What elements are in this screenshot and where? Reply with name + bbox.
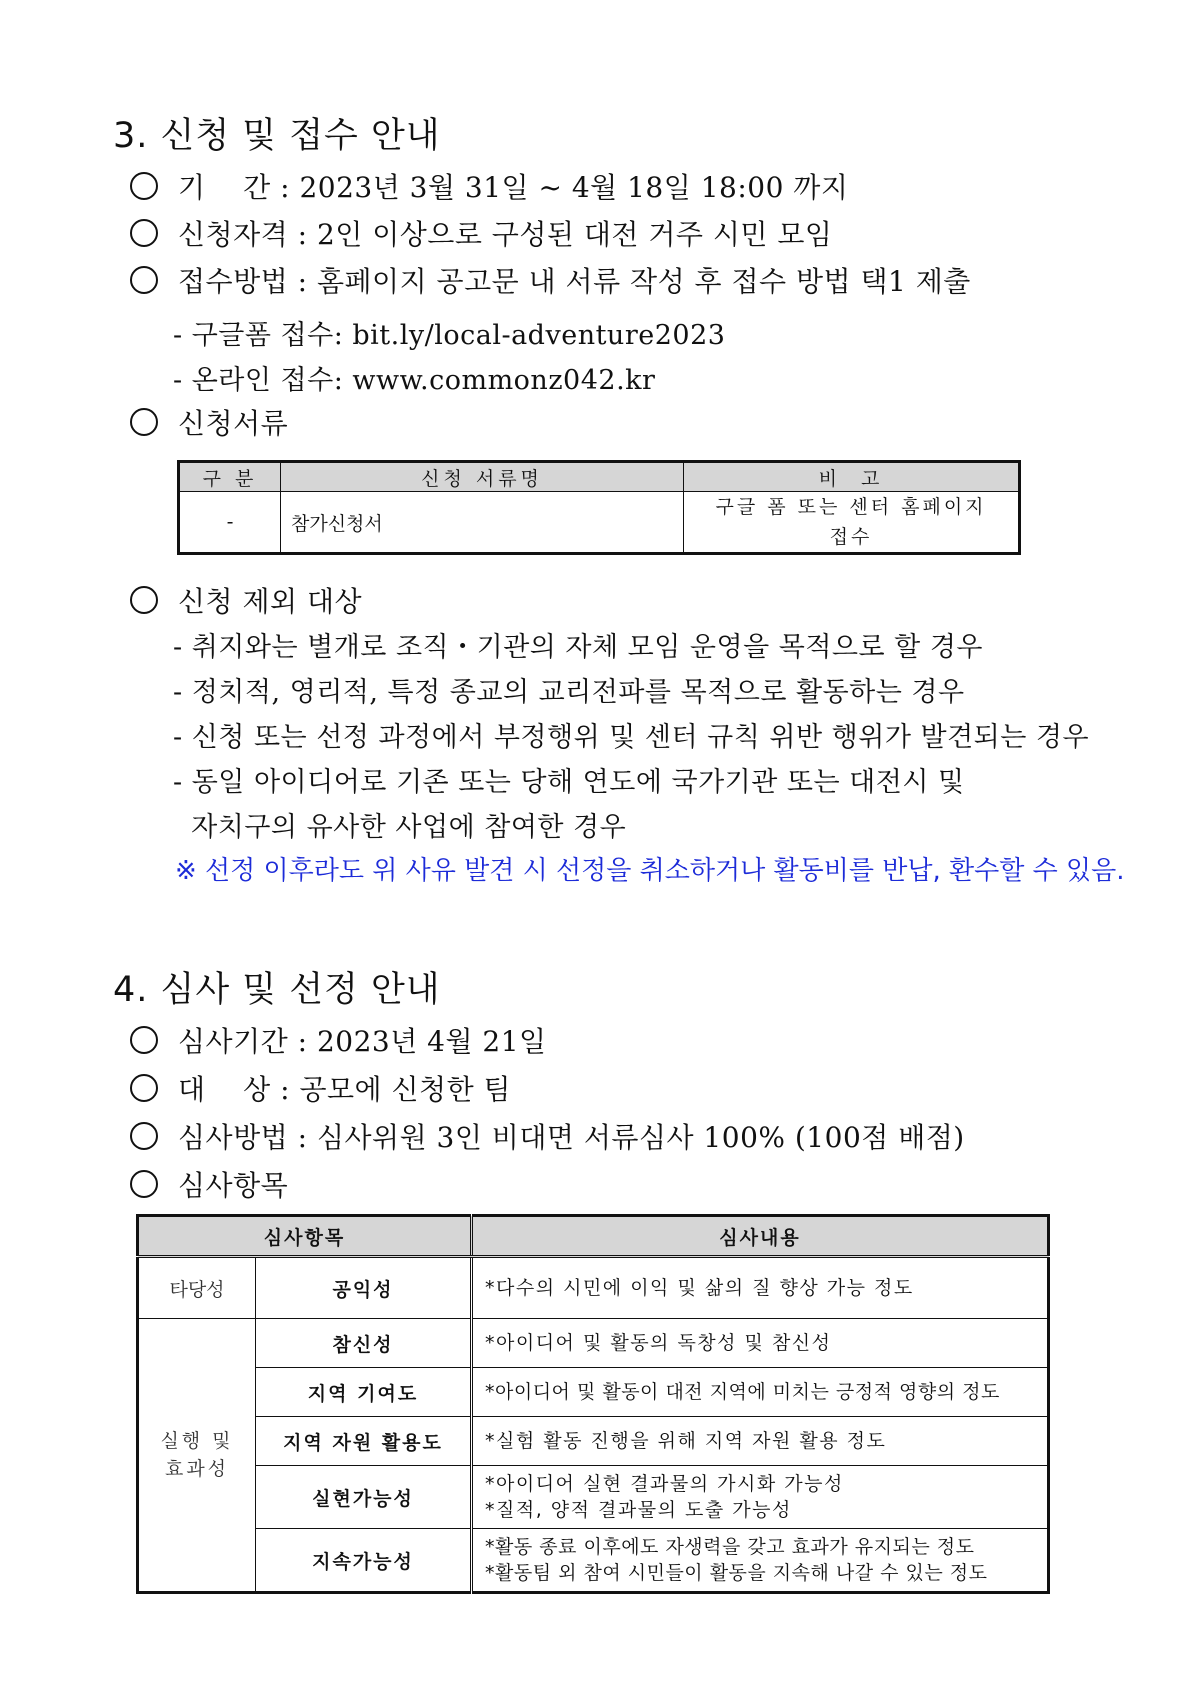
review-period-label: 심사기간: [178, 1025, 289, 1058]
desc-cell: *아이디어 및 활동의 독창성 및 참신성: [472, 1319, 1049, 1368]
table-header: 심사항목: [138, 1216, 472, 1257]
item-cell: 지속가능성: [256, 1529, 472, 1593]
exclusion-item: - 신청 또는 선정 과정에서 부정행위 및 센터 규칙 위반 행위가 발견되는 경우: [173, 722, 1090, 753]
table-header: 심사내용: [472, 1216, 1049, 1257]
circle-bullet-icon: [130, 266, 158, 294]
exclusion-item: - 취지와는 별개로 조직・기관의 자체 모임 운영을 목적으로 할 경우: [173, 632, 983, 663]
table-row: [138, 1466, 1049, 1529]
online-line: - 온라인 접수: www.commonz042.kr: [173, 365, 656, 396]
section3-title: 3. 신청 및 접수 안내: [113, 116, 441, 156]
item-cell: 실현가능성: [256, 1466, 472, 1529]
target-line: [130, 1068, 511, 1108]
eligibility-line: [130, 213, 832, 253]
item-cell: 참신성: [256, 1319, 472, 1368]
docs-line: [130, 402, 288, 442]
table-cell: -: [179, 492, 281, 554]
table-row: [138, 1529, 1049, 1593]
target-label: 대 상: [178, 1073, 271, 1106]
exclusion-item: 자치구의 유사한 사업에 참여한 경우: [173, 812, 627, 843]
desc-line: *질적, 양적 결과물의 도출 가능성: [485, 1499, 792, 1521]
table-row: [138, 1417, 1049, 1466]
desc-line: *활동 종료 이후에도 자생력을 갖고 효과가 유지되는 정도: [485, 1536, 975, 1558]
table-cell: 참가신청서: [281, 492, 684, 554]
exclusion-item: - 정치적, 영리적, 특정 종교의 교리전파를 목적으로 활동하는 경우: [173, 677, 965, 708]
category-cell: 실행 및 효과성: [138, 1319, 256, 1593]
table-header: 신청 서류명: [281, 462, 684, 492]
eligibility-label: 신청자격: [178, 218, 289, 251]
desc-line: *아이디어 실현 결과물의 가시화 가능성: [485, 1473, 844, 1495]
method-label: 접수방법: [178, 265, 289, 298]
method-value: : 홈페이지 공고문 내 서류 작성 후 접수 방법 택1 제출: [297, 265, 971, 298]
circle-bullet-icon: [130, 219, 158, 247]
table-row: [138, 1257, 1049, 1319]
desc-cell: *다수의 시민에 이익 및 삶의 질 향상 가능 정도: [472, 1257, 1049, 1319]
method-line: [130, 260, 971, 300]
circle-bullet-icon: [130, 1170, 158, 1198]
review-period-value: : 2023년 4월 21일: [297, 1025, 547, 1058]
circle-bullet-icon: [130, 586, 158, 614]
google-form-line: - 구글폼 접수: bit.ly/local-adventure2023: [173, 320, 726, 351]
circle-bullet-icon: [130, 408, 158, 436]
circle-bullet-icon: [130, 1074, 158, 1102]
evaluation-table: [136, 1214, 1050, 1594]
section4-title: 4. 심사 및 선정 안내: [113, 970, 441, 1010]
table-row: [138, 1368, 1049, 1417]
docs-label: 신청서류: [178, 407, 289, 440]
documents-table: [177, 460, 1021, 555]
period-line: [130, 166, 848, 206]
category-cell: 타당성: [138, 1257, 256, 1319]
table-cell: 구글 폼 또는 센터 홈페이지 접수: [684, 492, 1020, 554]
review-method-value: : 심사위원 3인 비대면 서류심사 100% (100점 배점): [297, 1121, 965, 1154]
period-label: 기 간: [178, 171, 271, 204]
exclusion-item: - 동일 아이디어로 기존 또는 당해 연도에 국가기관 또는 대전시 및: [173, 767, 965, 798]
exclusion-label: 신청 제외 대상: [178, 585, 363, 618]
review-items-label: 심사항목: [178, 1169, 289, 1202]
table-row: [138, 1319, 1049, 1368]
eligibility-value: : 2인 이상으로 구성된 대전 거주 시민 모임: [297, 218, 833, 251]
review-period-line: [130, 1020, 547, 1060]
review-method-label: 심사방법: [178, 1121, 289, 1154]
period-value: : 2023년 3월 31일 ~ 4월 18일 18:00 까지: [280, 171, 849, 204]
circle-bullet-icon: [130, 172, 158, 200]
target-value: : 공모에 신청한 팀: [280, 1073, 512, 1106]
desc-cell: [472, 1466, 1049, 1529]
desc-cell: *실험 활동 진행을 위해 지역 자원 활용 정도: [472, 1417, 1049, 1466]
warning-note: ※ 선정 이후라도 위 사유 발견 시 선정을 취소하거나 활동비를 반납, 환수할 수 있음.: [175, 856, 1125, 886]
circle-bullet-icon: [130, 1026, 158, 1054]
table-header: 비 고: [684, 462, 1020, 492]
table-row: [179, 492, 1020, 554]
desc-cell: *아이디어 및 활동이 대전 지역에 미치는 긍정적 영향의 정도: [472, 1368, 1049, 1417]
item-cell: 지역 기여도: [256, 1368, 472, 1417]
table-header: 구 분: [179, 462, 281, 492]
desc-line: *활동팀 외 참여 시민들이 활동을 지속해 나갈 수 있는 정도: [485, 1562, 988, 1584]
exclusion-line: [130, 580, 362, 620]
item-cell: 지역 자원 활용도: [256, 1417, 472, 1466]
review-items-line: [130, 1164, 288, 1204]
item-cell: 공익성: [256, 1257, 472, 1319]
desc-cell: [472, 1529, 1049, 1593]
review-method-line: [130, 1116, 965, 1156]
circle-bullet-icon: [130, 1122, 158, 1150]
